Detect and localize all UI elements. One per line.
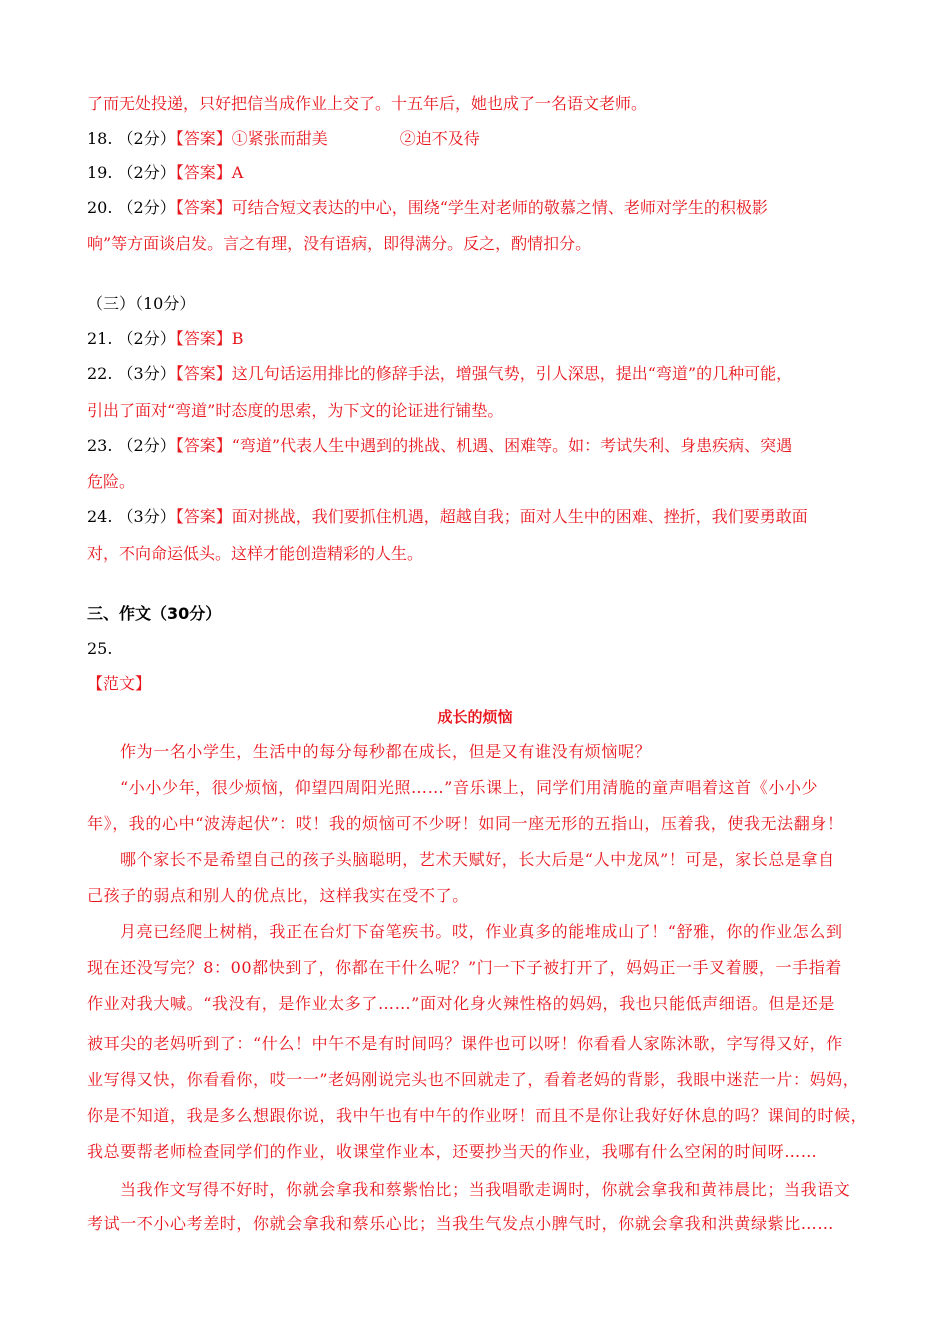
essay-paragraph: 当我作文写得不好时，你就会拿我和蔡紫怡比；当我唱歌走调时，你就会拿我和黄祎晨比；当我语文	[120, 1180, 851, 1199]
answer-18	[87, 129, 480, 149]
answer-text: 面对挑战，我们要抓住机遇，超越自我；面对人生中的困难、挫折，我们要勇敢面	[231, 507, 808, 526]
section-heading: （三）（10分）	[87, 294, 196, 313]
answer-text: A	[231, 163, 244, 182]
essay-paragraph-continued: 你是不知道，我是多么想跟你说，我中午也有中午的作业呀！而且不是你让我好好休息的吗？课间的时候，	[87, 1106, 868, 1125]
essay-paragraph: 哪个家长不是希望自己的孩子头脑聪明，艺术天赋好，长大后是“人中龙凤”！可是，家长总是拿自	[120, 850, 835, 869]
answer-20-continued: 响”等方面谈启发。言之有理，没有语病，即得满分。反之，酌情扣分。	[87, 234, 592, 253]
essay-title: 成长的烦恼	[437, 708, 513, 726]
answer-24-continued: 对，不向命运低头。这样才能创造精彩的人生。	[87, 544, 424, 563]
answer-21	[87, 329, 244, 349]
essay-paragraph: 月亮已经爬上树梢，我正在台灯下奋笔疾书。哎，作业真多的能堆成山了！“舒雅，你的作业怎么到	[120, 922, 843, 941]
part-heading: 三、作文（30分）	[87, 604, 222, 623]
answer-19	[87, 163, 243, 183]
answer-23-continued: 危险。	[87, 472, 136, 491]
answer-20	[87, 198, 768, 218]
answer-text: B	[231, 329, 244, 348]
essay-paragraph-continued: 业写得又快，你看看你，哎一一”老妈刚说完头也不回就走了，看着老妈的背影，我眼中迷茫一片：妈妈，	[87, 1070, 860, 1089]
question-number: 24. （3分）	[87, 507, 176, 526]
answer-text: 可结合短文表达的中心，围绕“学生对老师的敬慕之情、老师对学生的积极影	[231, 198, 768, 217]
question-number: 20. （2分）	[87, 198, 176, 217]
answer-22	[87, 364, 792, 384]
answer-text: 这几句话运用排比的修辞手法，增强气势，引人深思，提出“弯道”的几种可能，	[231, 364, 793, 383]
answer-24	[87, 507, 808, 527]
essay-paragraph-continued: 我总要帮老师检查同学们的作业，收课堂作业本，还要抄当天的作业，我哪有什么空闲的时间呀……	[87, 1142, 818, 1161]
essay-paragraph-continued: 作业对我大喊。“我没有，是作业太多了……”面对化身火辣性格的妈妈，我也只能低声细语。但是还是	[87, 994, 835, 1013]
essay-paragraph: 作为一名小学生，生活中的每分每秒都在成长，但是又有谁没有烦恼呢？	[120, 742, 652, 761]
answer-tag: 【答案】	[175, 436, 232, 455]
answer-tag: 【答案】	[175, 129, 232, 148]
answer-tag: 【答案】	[175, 329, 232, 348]
essay-paragraph: “小小少年，很少烦恼，仰望四周阳光照……”音乐课上，同学们用清脆的童声唱着这首《小小少	[120, 778, 819, 797]
answer-continuation: 了而无处投递，只好把信当成作业上交了。十五年后，她也成了一名语文老师。	[87, 94, 648, 113]
essay-paragraph-continued: 被耳尖的老妈听到了：“什么！中午不是有时间吗？课件也可以呀！你看看人家陈沐歌，字写得又好，作	[87, 1034, 843, 1053]
answer-text: ①紧张而甜美	[231, 129, 328, 148]
answer-text: ②迫不及待	[399, 129, 480, 148]
answer-22-continued: 引出了面对“弯道”时态度的思索，为下文的论证进行铺垫。	[87, 401, 504, 420]
answer-tag: 【答案】	[175, 198, 232, 217]
answer-tag: 【答案】	[175, 163, 232, 182]
question-number: 21. （2分）	[87, 329, 176, 348]
answer-tag: 【答案】	[175, 364, 232, 383]
answer-tag: 【答案】	[175, 507, 232, 526]
question-number: 18. （2分）	[87, 129, 176, 148]
question-number: 22. （3分）	[87, 364, 176, 383]
essay-paragraph-continued: 己孩子的弱点和别人的优点比，这样我实在受不了。	[87, 886, 469, 905]
essay-paragraph-continued: 考试一不小心考差时，你就会拿我和蔡乐心比；当我生气发点小脾气时，你就会拿我和洪黄绿紫比……	[87, 1214, 835, 1233]
essay-paragraph-continued: 现在还没写完？8：00都快到了，你都在干什么呢？”门一下子被打开了，妈妈正一手叉着腰，一手指着	[87, 958, 842, 977]
sample-essay-tag: 【范文】	[87, 674, 152, 693]
answer-text: “弯道”代表人生中遇到的挑战、机遇、困难等。如：考试失利、身患疾病、突遇	[231, 436, 793, 455]
essay-paragraph-continued: 年》，我的心中“波涛起伏”：哎！我的烦恼可不少呀！如同一座无形的五指山，压着我，使我无法翻身！	[87, 814, 844, 833]
question-number: 23. （2分）	[87, 436, 176, 455]
question-number: 19. （2分）	[87, 163, 176, 182]
question-number: 25.	[87, 639, 113, 658]
answer-23	[87, 436, 792, 456]
